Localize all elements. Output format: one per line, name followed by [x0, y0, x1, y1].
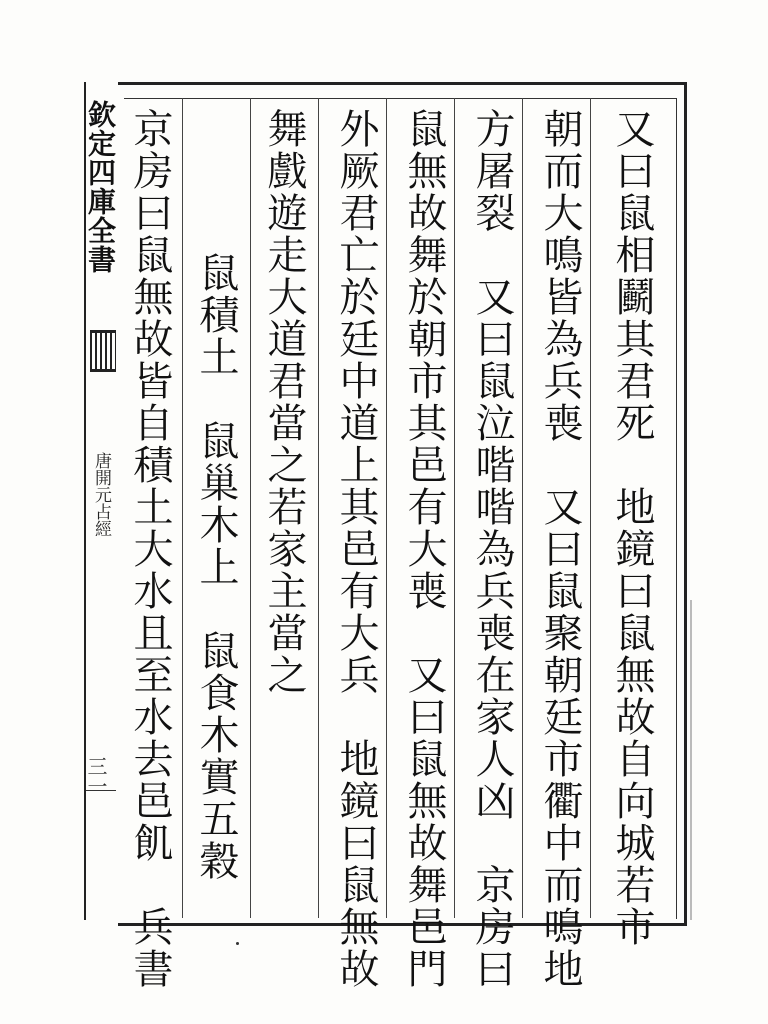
text-column-8: 京房曰鼠無故皆自積土大水且至水去邑飢 兵書 — [127, 108, 173, 990]
text-column-7: 鼠積土 鼠巢木上 鼠食木實五穀 — [193, 252, 239, 882]
page-edge — [690, 600, 692, 920]
text-column-6: 舞戲遊走大道君當之若家主當之 — [261, 108, 307, 696]
column-rule — [522, 98, 523, 918]
column-rule — [454, 98, 455, 918]
text-column-2: 朝而大鳴皆為兵喪 又曰鼠聚朝廷市衢中而鳴地 — [537, 108, 583, 990]
fish-tail-mark — [90, 330, 116, 372]
ink-dot — [236, 942, 239, 945]
column-rule — [250, 98, 251, 918]
column-rule — [318, 98, 319, 918]
page-number: 三一 — [84, 756, 108, 796]
text-column-3: 方屠裂 又曰鼠泣喈喈為兵喪在家人凶 京房曰 — [469, 108, 515, 990]
text-column-4: 鼠無故舞於朝市其邑有大喪 又曰鼠無故舞邑門 — [401, 108, 447, 990]
column-rule — [590, 98, 591, 918]
column-rule — [386, 98, 387, 918]
collection-title: 欽定四庫全書 — [84, 100, 117, 274]
text-column-1: 又曰鼠相鬬其君死 地鏡曰鼠無故自向城若市 — [609, 108, 655, 948]
column-rule — [182, 98, 183, 918]
page-number-rule — [86, 790, 116, 791]
text-column-5: 外厥君亡於廷中道上其邑有大兵 地鏡曰鼠無故 — [333, 108, 379, 990]
book-title: 唐開元占經 — [91, 452, 111, 537]
